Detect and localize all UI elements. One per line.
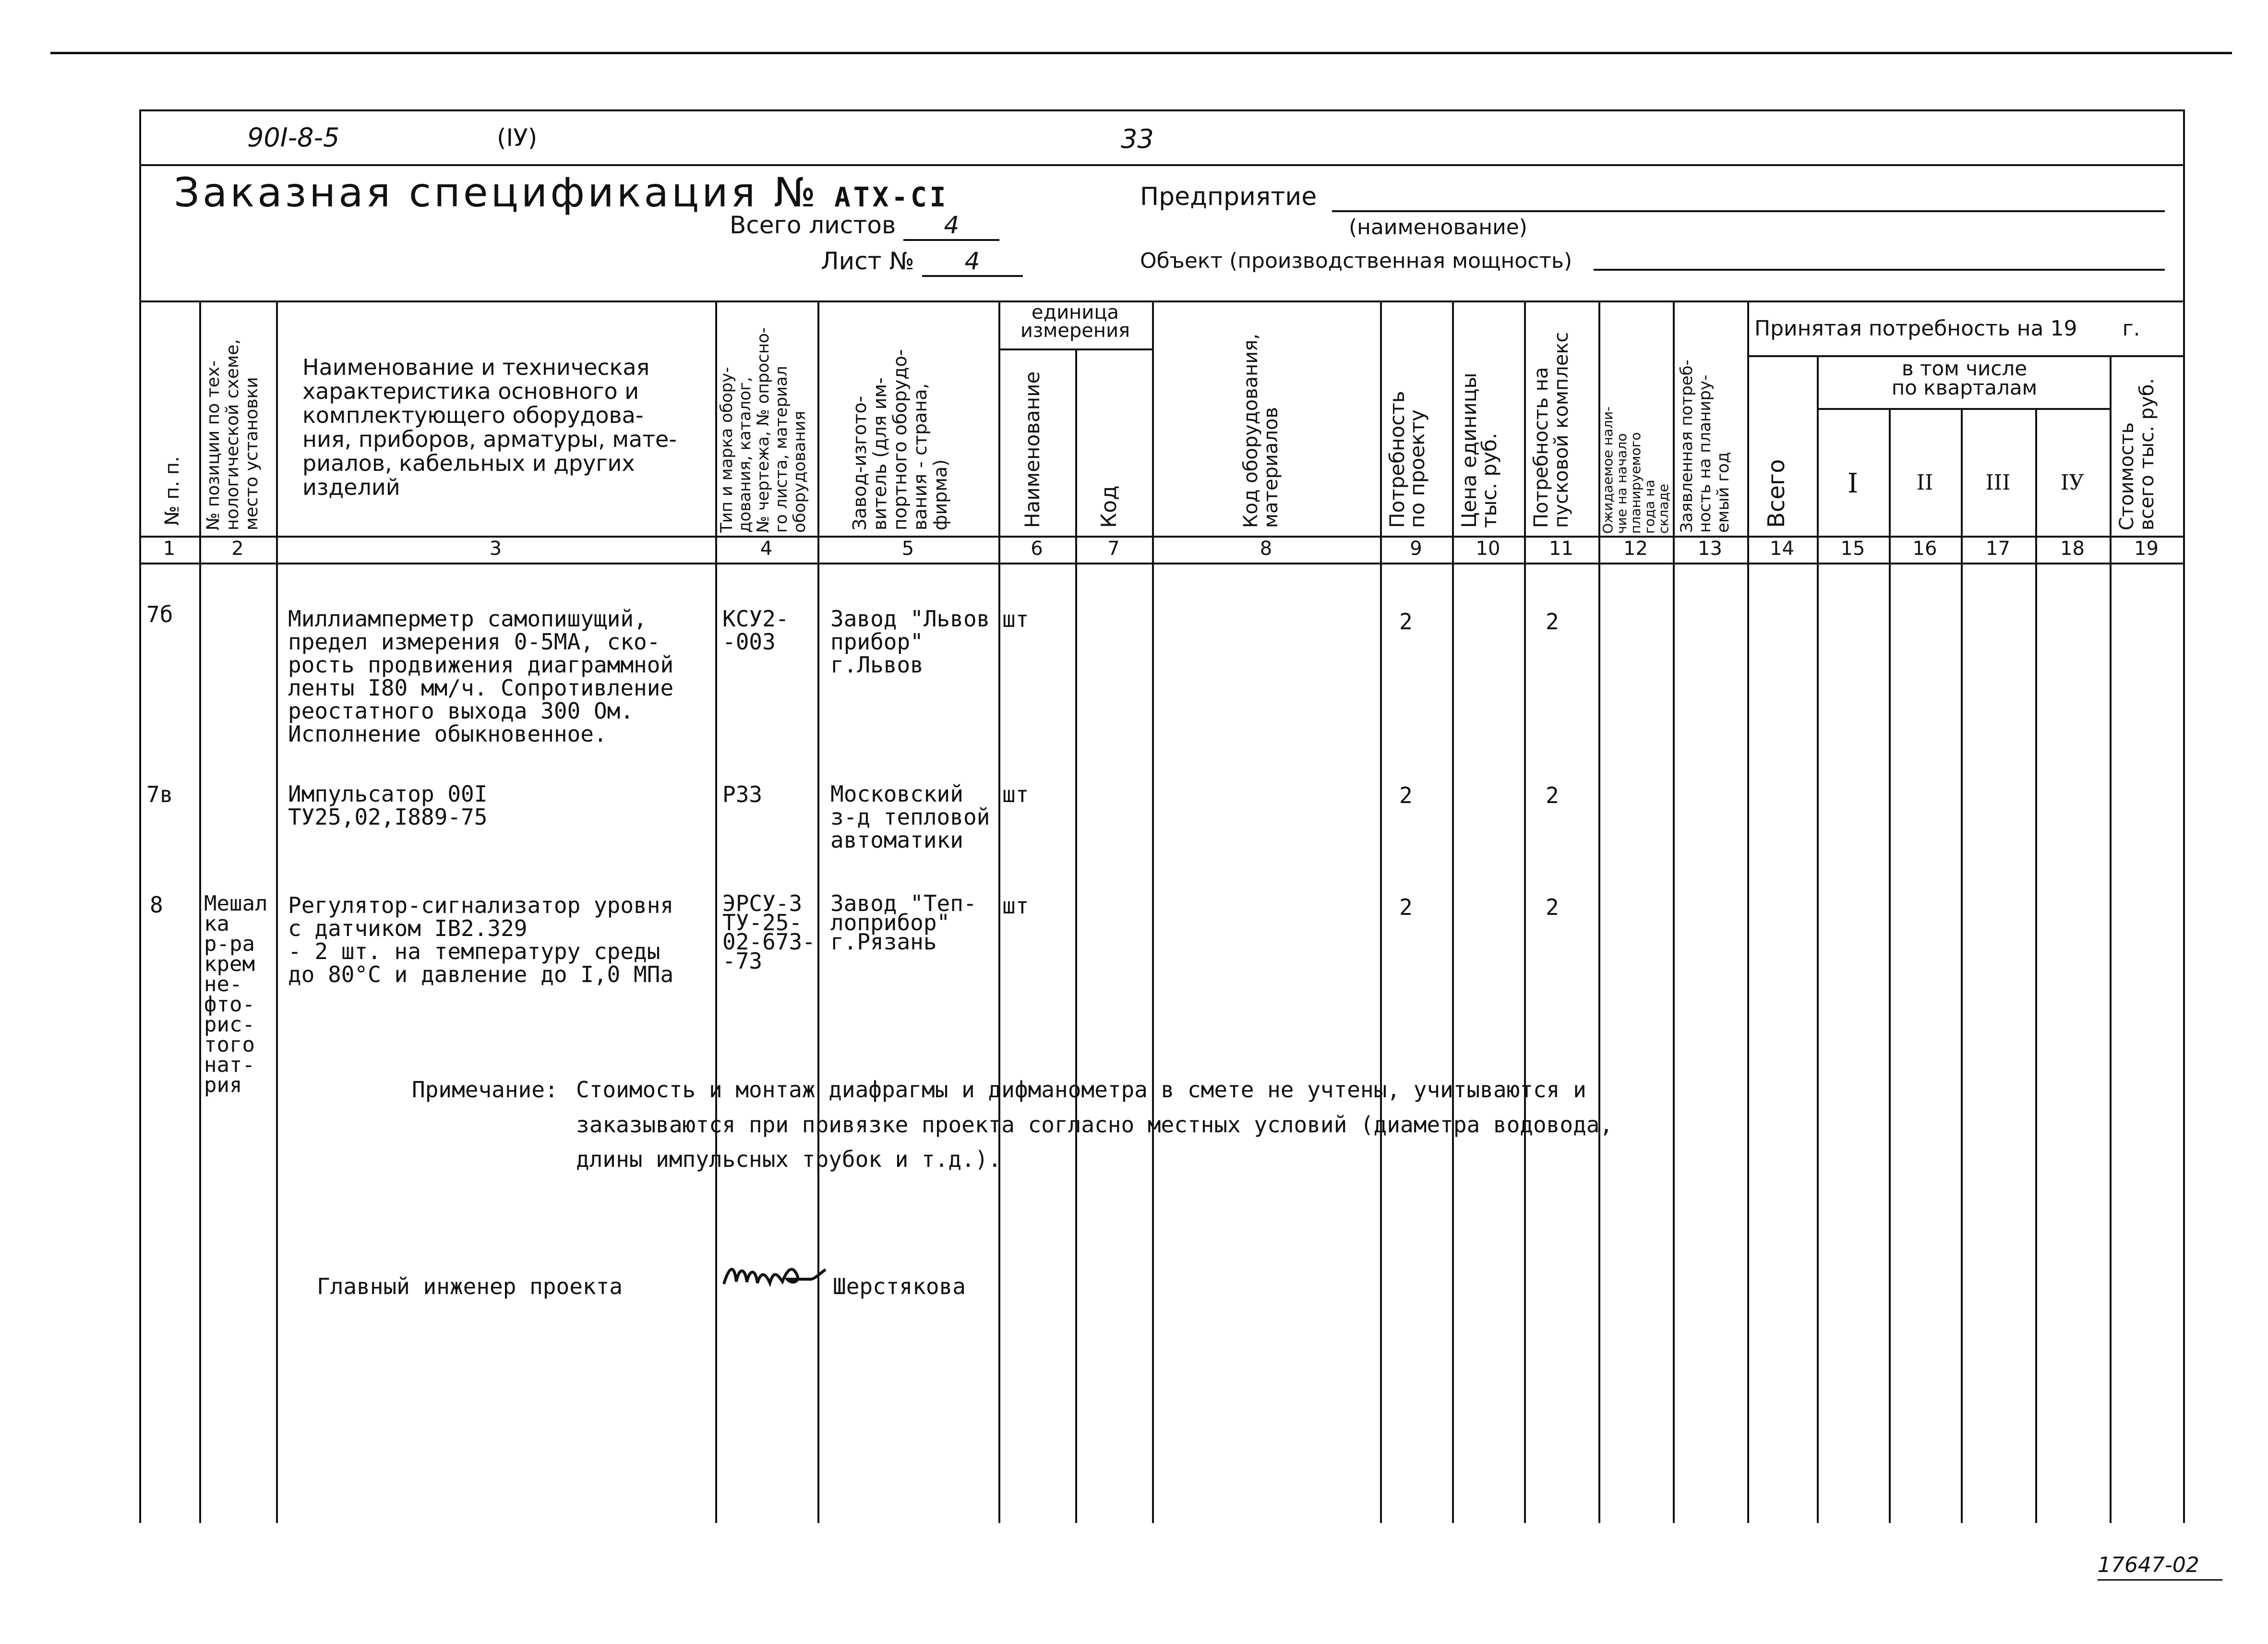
col-header-startup: Потребность на пусковой комплекс bbox=[1530, 332, 1572, 528]
row-name: Регулятор-сигнализатор уровня с датчиком IВ2.329 - 2 шт. на температуру среды до 80°С и давление до I,0 МПа bbox=[288, 892, 674, 987]
accepted-group-suffix: г. bbox=[2122, 316, 2140, 341]
row-startup: 2 bbox=[1546, 609, 1559, 635]
sheet-label: Лист № bbox=[821, 247, 914, 275]
row-unit: шт bbox=[1002, 606, 1029, 632]
column-number: 15 bbox=[1840, 538, 1865, 560]
accepted-group-label: Принятая потребность на 19 bbox=[1754, 316, 2077, 341]
col-header-type: Тип и марка обору- дования, каталог, № чертежа, № опросно- го листа, материал оборудования bbox=[717, 327, 809, 533]
col-header-position: № позиции по тех- нологической схеме, место установки bbox=[204, 339, 262, 530]
col-header-equipment-code: Код оборудования, материалов bbox=[1240, 333, 1282, 528]
column-number: 2 bbox=[231, 538, 244, 560]
row-maker: Завод "Теп- лоприбор" г.Рязань bbox=[830, 890, 977, 955]
row-startup: 2 bbox=[1546, 894, 1559, 920]
row-number: 7в bbox=[146, 781, 173, 807]
column-number: 9 bbox=[1410, 538, 1422, 560]
col-header-q3: III bbox=[1985, 470, 2011, 495]
col-header-q1: I bbox=[1847, 468, 1859, 499]
signature-role: Главный инженер проекта bbox=[317, 1273, 623, 1299]
column-number: 5 bbox=[901, 538, 914, 560]
enterprise-caption: (наименование) bbox=[1349, 215, 1527, 240]
col-header-requested: Заявленная потреб- ность на планиру- емый год bbox=[1677, 360, 1733, 533]
row-position: Мешал ка р-ра крем не- фто- рис- того нат- рия bbox=[204, 891, 268, 1097]
row-number: 8 bbox=[150, 892, 163, 918]
column-number: 17 bbox=[1986, 538, 2010, 560]
col-header-accepted-group bbox=[1754, 317, 2140, 341]
column-number: 8 bbox=[1260, 538, 1272, 560]
col-header-need: Потребность по проекту bbox=[1385, 391, 1429, 528]
note-label: Примечание: bbox=[412, 1078, 564, 1102]
col-header-q4: IУ bbox=[2060, 470, 2085, 495]
row-maker: Завод "Львов прибор" г.Львов bbox=[830, 606, 990, 678]
col-header-quarters-group: в том числе по кварталам bbox=[1891, 357, 2038, 399]
row-number: 7б bbox=[146, 601, 173, 627]
col-header-unit-code: Код bbox=[1097, 485, 1121, 528]
sheet-number bbox=[821, 247, 1023, 277]
title-text: Заказная спецификация № bbox=[174, 169, 819, 216]
col-header-total: Всего bbox=[1763, 459, 1790, 528]
row-need: 2 bbox=[1399, 894, 1413, 920]
row-need: 2 bbox=[1399, 609, 1413, 635]
column-number: 10 bbox=[1476, 538, 1500, 560]
column-number: 6 bbox=[1031, 538, 1043, 560]
column-number: 11 bbox=[1549, 538, 1573, 560]
column-number: 14 bbox=[1770, 538, 1794, 560]
row-name: Миллиамперметр самопишущий, предел измерения 0-5МА, ско- рость продвижения диаграммной ленты I80 мм/ч. Сопротивление реостатного выхода 300 Ом. Исполнение обыкновенное. bbox=[288, 606, 674, 747]
row-maker: Московский з-д тепловой автоматики bbox=[830, 781, 990, 853]
col-header-num: № п. п. bbox=[161, 456, 183, 526]
col-header-stock: Ожидаемое нали- чие на начало планируемого года на складе bbox=[1600, 406, 1671, 534]
column-number: 12 bbox=[1623, 538, 1648, 560]
row-type: Р33 bbox=[722, 781, 763, 807]
row-startup: 2 bbox=[1546, 782, 1559, 808]
col-header-price: Цена единицы тыс. руб. bbox=[1457, 372, 1501, 528]
col-header-name: Наименование и техническая характеристика основного и комплектующего оборудова- ния, приборов, арматуры, мате- риалов, кабельных и других изделий bbox=[302, 354, 677, 500]
column-number: 13 bbox=[1698, 538, 1722, 560]
column-number: 16 bbox=[1912, 538, 1937, 560]
note-line-1: Стоимость и монтаж диафрагмы и дифманометра в смете не учтены, учитываются и bbox=[576, 1077, 1586, 1103]
volume-label: (IУ) bbox=[497, 124, 538, 152]
note-line-3: длины импульсных трубок и т.д.). bbox=[576, 1146, 1002, 1172]
total-sheets-value: 4 bbox=[903, 211, 999, 241]
col-header-q2: II bbox=[1916, 470, 1933, 495]
signature-mark bbox=[720, 1255, 830, 1298]
column-number: 1 bbox=[163, 538, 176, 560]
row-unit: шт bbox=[1002, 893, 1029, 919]
row-unit: шт bbox=[1002, 781, 1029, 807]
enterprise-label: Предприятие bbox=[1140, 182, 1317, 211]
row-type: КСУ2- -003 bbox=[722, 606, 789, 655]
note-line-2: заказываются при привязке проекта согласно местных условий (диаметра водовода, bbox=[576, 1112, 1613, 1138]
col-header-maker: Завод-изгото- витель (для им- портного оборудо- вания - страна, фирма) bbox=[849, 349, 951, 530]
spec-number: ATX-CI bbox=[834, 182, 949, 213]
total-sheets-label: Всего листов bbox=[730, 211, 896, 239]
page-number: 33 bbox=[1121, 124, 1154, 154]
col-header-cost: Стоимость всего тыс. руб. bbox=[2116, 378, 2158, 530]
sheet-value: 4 bbox=[922, 247, 1023, 277]
column-number: 3 bbox=[489, 538, 502, 560]
doc-code: 90I-8-5 bbox=[247, 122, 340, 153]
row-name: Импульсатор 00I ТУ25,02,I889-75 bbox=[288, 781, 488, 830]
column-number: 18 bbox=[2060, 538, 2085, 560]
object-label: Объект (производственная мощность) bbox=[1140, 249, 1572, 273]
corner-stamp: 17647-02 bbox=[2098, 1553, 2199, 1577]
row-type: ЭРСУ-3 ТУ-25- 02-673- -73 bbox=[722, 890, 816, 974]
column-number: 19 bbox=[2134, 538, 2159, 560]
col-header-unit-group: единица измерения bbox=[1020, 301, 1130, 342]
row-need: 2 bbox=[1399, 782, 1413, 808]
total-sheets bbox=[730, 211, 999, 241]
column-number: 4 bbox=[760, 538, 773, 560]
col-header-unit-name: Наименование bbox=[1020, 371, 1044, 528]
page-title bbox=[174, 169, 948, 216]
column-number: 7 bbox=[1107, 538, 1120, 560]
signature-name: Шерстякова bbox=[833, 1273, 966, 1299]
